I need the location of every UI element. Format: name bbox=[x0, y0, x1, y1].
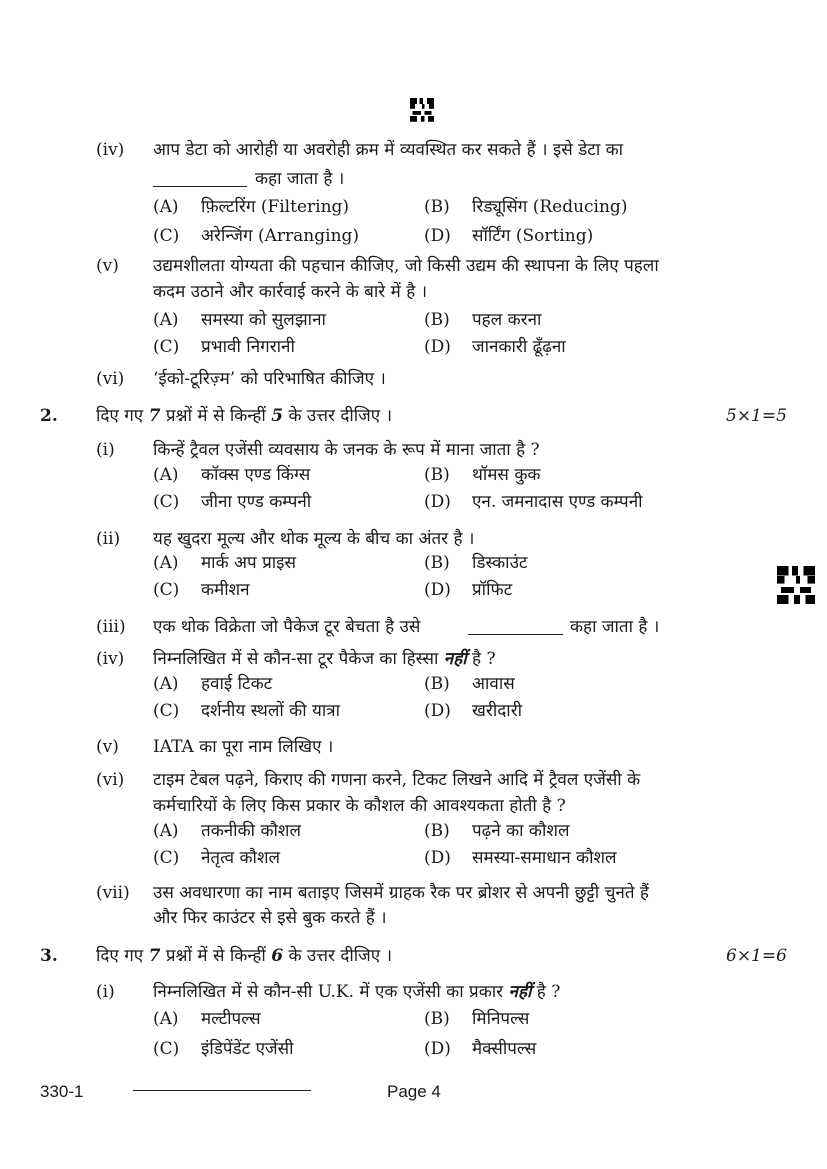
q2-v-text: IATA का पूरा नाम लिखिए । bbox=[153, 737, 334, 757]
q3-instruction-mid: प्रश्नों में से किन्हीं bbox=[160, 946, 272, 966]
q2-i-opt-a-text: कॉक्स एण्ड किंग्स bbox=[201, 465, 311, 485]
q1-v-opt-a-label: (A) bbox=[153, 310, 179, 330]
q2-vii-text-line1: उस अवधारणा का नाम बताइए जिसमें ग्राहक रैक पर ब्रोशर से अपनी छुट्टी चुनते हैं bbox=[153, 883, 649, 903]
q3-total-count: 7 bbox=[148, 946, 161, 966]
q2-iv-opt-d-text: खरीदारी bbox=[472, 701, 523, 721]
paper-code: 330-1 bbox=[40, 1082, 84, 1101]
q2-iv-text-pre: निम्नलिखित में से कौन-सा टूर पैकेज का हिस्सा bbox=[153, 649, 444, 669]
q2-vi-opt-b-text: पढ़ने का कौशल bbox=[472, 821, 570, 841]
q2-iii-number: (iii) bbox=[96, 617, 126, 637]
q2-i-number: (i) bbox=[96, 440, 115, 460]
q2-i-opt-c-text: जीना एण्ड कम्पनी bbox=[201, 492, 312, 512]
q1-iv-opt-a-label: (A) bbox=[153, 197, 179, 217]
q3-i-opt-d-label: (D) bbox=[424, 1039, 451, 1059]
q2-i-opt-c-label: (C) bbox=[153, 492, 180, 512]
q2-vii-text-line2: और फिर काउंटर से इसे बुक करते हैं । bbox=[153, 908, 387, 928]
q2-ii-opt-a-text: मार्क अप प्राइस bbox=[201, 553, 296, 573]
q1-v-opt-a-text: समस्या को सुलझाना bbox=[201, 310, 326, 330]
q2-vi-opt-c-text: नेतृत्व कौशल bbox=[201, 848, 281, 868]
q2-instruction-pre: दिए गए bbox=[96, 406, 149, 426]
q1-iv-text-line1: आप डेटा को आरोही या अवरोही क्रम में व्यवस्थित कर सकते हैं । इसे डेटा का bbox=[153, 140, 624, 160]
q2-iv-opt-b-label: (B) bbox=[424, 674, 450, 694]
q1-v-text-line2: कदम उठाने और कार्रवाई करने के बारे में है । bbox=[153, 282, 428, 302]
q1-iv-opt-d-label: (D) bbox=[424, 226, 451, 246]
q2-iv-opt-a-text: हवाई टिकट bbox=[201, 674, 273, 694]
q3-i-opt-d-text: मैक्सीपल्स bbox=[472, 1039, 537, 1059]
q2-vi-opt-d-text: समस्या-समाधान कौशल bbox=[472, 848, 617, 868]
q1-vi-number: (vi) bbox=[96, 369, 125, 389]
q1-iv-opt-a-text: फ़िल्टरिंग (Filtering) bbox=[201, 197, 350, 217]
q2-total-count: 7 bbox=[148, 406, 161, 426]
q2-ii-text: यह खुदरा मूल्य और थोक मूल्य के बीच का अंतर है । bbox=[153, 529, 475, 549]
q1-iv-opt-c-label: (C) bbox=[153, 226, 180, 246]
q2-ii-opt-a-label: (A) bbox=[153, 553, 179, 573]
q2-vi-opt-d-label: (D) bbox=[424, 848, 451, 868]
q3-marks: 6×1=6 bbox=[726, 946, 787, 966]
q1-v-opt-c-text: प्रभावी निगरानी bbox=[201, 337, 295, 357]
q1-iv-number: (iv) bbox=[96, 140, 125, 160]
q2-ii-opt-b-text: डिस्काउंट bbox=[472, 553, 528, 573]
q2-iii-text-post: कहा जाता है । bbox=[570, 617, 660, 637]
q3-answer-count: 6 bbox=[271, 946, 284, 966]
q2-iv-opt-a-label: (A) bbox=[153, 674, 179, 694]
q2-iv-text bbox=[153, 646, 496, 672]
q2-iv-emphasis: नहीं bbox=[443, 649, 467, 669]
page-number: Page 4 bbox=[387, 1082, 441, 1101]
q1-iv-opt-b-text: रिड्यूसिंग (Reducing) bbox=[472, 197, 628, 217]
q1-vi-text: ‘ईको-टूरिज़्म’ को परिभाषित कीजिए । bbox=[153, 369, 386, 389]
q2-i-opt-b-label: (B) bbox=[424, 465, 450, 485]
qr-code-top bbox=[410, 98, 434, 122]
q2-instruction bbox=[96, 403, 392, 429]
q2-iv-opt-c-label: (C) bbox=[153, 701, 180, 721]
q1-v-opt-b-label: (B) bbox=[424, 310, 450, 330]
q2-vi-text-line2: कर्मचारियों के लिए किस प्रकार के कौशल की आवश्यकता होती है ? bbox=[153, 796, 566, 816]
q2-ii-opt-d-text: प्रॉफिट bbox=[472, 580, 513, 600]
q2-ii-opt-c-text: कमीशन bbox=[201, 580, 250, 600]
q2-iv-opt-b-text: आवास bbox=[472, 674, 515, 694]
q1-v-text-line1: उद्यमशीलता योग्यता की पहचान कीजिए, जो किसी उद्यम की स्थापना के लिए पहला bbox=[153, 256, 659, 276]
q3-i-text-post: है ? bbox=[531, 982, 561, 1002]
q2-vi-opt-a-text: तकनीकी कौशल bbox=[201, 821, 301, 841]
q1-iv-opt-d-text: सॉर्टिंग (Sorting) bbox=[472, 226, 594, 246]
q1-v-opt-c-label: (C) bbox=[153, 337, 180, 357]
q2-vi-number: (vi) bbox=[96, 770, 125, 790]
q2-ii-opt-b-label: (B) bbox=[424, 553, 450, 573]
q2-vi-opt-a-label: (A) bbox=[153, 821, 179, 841]
q2-iii-text-pre: एक थोक विक्रेता जो पैकेज टूर बेचता है उसे bbox=[153, 617, 421, 637]
q2-i-opt-d-text: एन. जमनादास एण्ड कम्पनी bbox=[472, 492, 643, 512]
q2-iii-blank bbox=[468, 618, 563, 635]
q3-i-opt-b-label: (B) bbox=[424, 1009, 450, 1029]
q3-i-number: (i) bbox=[96, 982, 115, 1002]
q2-vii-number: (vii) bbox=[96, 883, 130, 903]
q2-i-opt-a-label: (A) bbox=[153, 465, 179, 485]
q3-i-opt-c-text: इंडिपेंडेंट एजेंसी bbox=[201, 1039, 294, 1059]
q3-i-opt-a-text: मल्टीपल्स bbox=[201, 1009, 261, 1029]
q1-iv-text-line2: कहा जाता है । bbox=[255, 169, 345, 189]
q3-i-opt-c-label: (C) bbox=[153, 1039, 180, 1059]
q1-v-opt-b-text: पहल करना bbox=[472, 310, 542, 330]
q1-iv-blank bbox=[153, 170, 247, 187]
footer-divider bbox=[133, 1090, 311, 1091]
q1-v-opt-d-text: जानकारी ढूँढ़ना bbox=[472, 337, 566, 357]
q2-iv-opt-d-label: (D) bbox=[424, 701, 451, 721]
q3-i-text bbox=[153, 979, 560, 1005]
q2-iv-number: (iv) bbox=[96, 649, 125, 669]
q1-iv-opt-c-text: अरेन्जिंग (Arranging) bbox=[201, 226, 360, 246]
q2-iv-text-post: है ? bbox=[466, 649, 496, 669]
q2-marks: 5×1=5 bbox=[726, 406, 787, 426]
q2-ii-opt-c-label: (C) bbox=[153, 580, 180, 600]
qr-code-side bbox=[777, 566, 815, 604]
q2-number: 2. bbox=[40, 406, 58, 426]
q3-i-emphasis: नहीं bbox=[508, 982, 532, 1002]
q2-i-text: किन्हें ट्रैवल एजेंसी व्यवसाय के जनक के रूप में माना जाता है ? bbox=[153, 440, 540, 460]
q3-instruction bbox=[96, 943, 392, 969]
q3-number: 3. bbox=[40, 946, 58, 966]
q2-vi-opt-b-label: (B) bbox=[424, 821, 450, 841]
q2-vi-text-line1: टाइम टेबल पढ़ने, किराए की गणना करने, टिकट लिखने आदि में ट्रैवल एजेंसी के bbox=[153, 770, 641, 790]
q1-iv-opt-b-label: (B) bbox=[424, 197, 450, 217]
q2-answer-count: 5 bbox=[271, 406, 284, 426]
q1-v-number: (v) bbox=[96, 256, 119, 276]
q2-i-opt-b-text: थॉमस कुक bbox=[472, 465, 541, 485]
q2-v-number: (v) bbox=[96, 737, 119, 757]
q3-i-text-pre: निम्नलिखित में से कौन-सी U.K. में एक एजेंसी का प्रकार bbox=[153, 982, 509, 1002]
q2-ii-opt-d-label: (D) bbox=[424, 580, 451, 600]
q1-v-opt-d-label: (D) bbox=[424, 337, 451, 357]
q2-ii-number: (ii) bbox=[96, 529, 121, 549]
q2-instruction-mid: प्रश्नों में से किन्हीं bbox=[160, 406, 272, 426]
q3-i-opt-a-label: (A) bbox=[153, 1009, 179, 1029]
q2-vi-opt-c-label: (C) bbox=[153, 848, 180, 868]
q3-i-opt-b-text: मिनिपल्स bbox=[472, 1009, 530, 1029]
q3-instruction-post: के उत्तर दीजिए । bbox=[283, 946, 393, 966]
q2-iv-opt-c-text: दर्शनीय स्थलों की यात्रा bbox=[201, 701, 341, 721]
q2-i-opt-d-label: (D) bbox=[424, 492, 451, 512]
q3-instruction-pre: दिए गए bbox=[96, 946, 149, 966]
q2-instruction-post: के उत्तर दीजिए । bbox=[283, 406, 393, 426]
